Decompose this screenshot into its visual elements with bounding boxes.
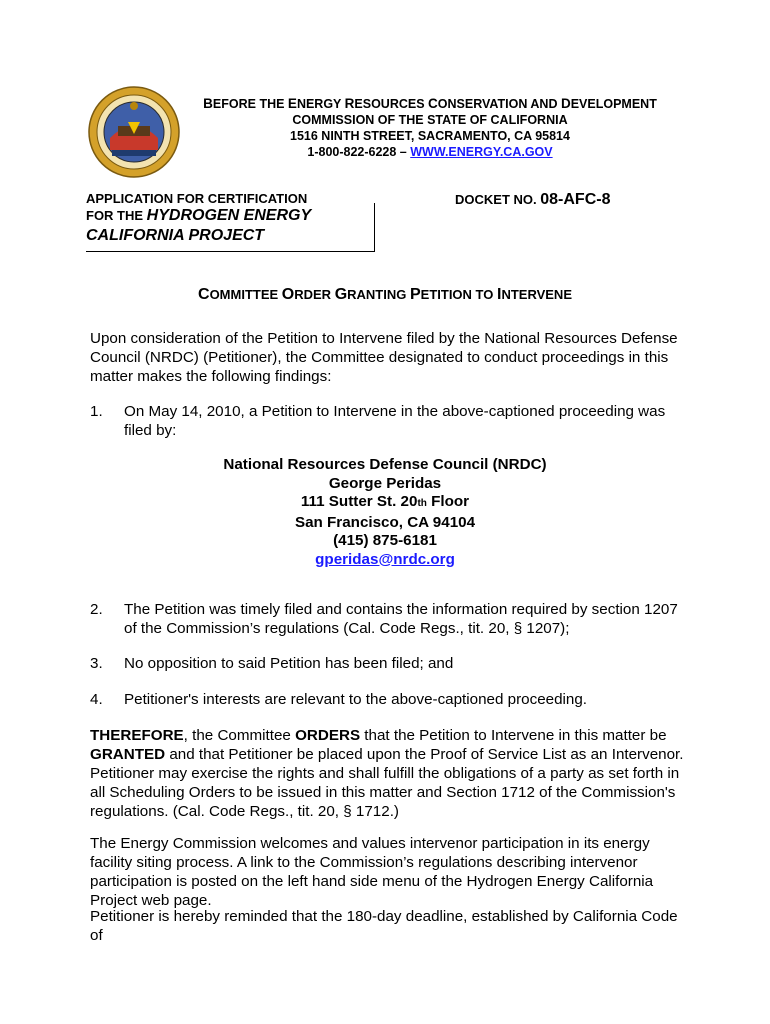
docket-number: DOCKET NO. 08-AFC-8 <box>455 191 611 208</box>
address-org: National Resources Defense Council (NRDC) <box>223 456 547 473</box>
caption-divider-vertical <box>374 203 375 251</box>
header-line-4 <box>150 144 710 161</box>
reminder-paragraph: Petitioner is hereby reminded that the 180-day deadline, established by California Code of <box>90 908 678 944</box>
caption-line-2: FOR THE HYDROGEN ENERGY <box>86 207 312 224</box>
petitioner-address <box>0 456 770 569</box>
finding-4-text: Petitioner's interests are relevant to the above-captioned proceeding. <box>124 691 588 708</box>
header-line-2: COMMISSION OF THE STATE OF CALIFORNIA <box>292 113 568 127</box>
finding-1-text: On May 14, 2010, a Petition to Intervene in the above-captioned proceeding was filed by: <box>124 403 666 439</box>
website-link[interactable]: WWW.ENERGY.CA.GOV <box>410 145 553 159</box>
address-city: San Francisco, CA 94104 <box>294 513 476 531</box>
caption-divider-horizontal <box>86 251 375 252</box>
address-name: George Peridas <box>328 474 442 492</box>
header-phone: 1-800-822-6228 – <box>307 145 411 159</box>
address-phone: (415) 875-6181 <box>333 532 437 549</box>
order-title: COMMITTEE ORDER GRANTING PETITION TO INTERVENE <box>198 286 572 303</box>
finding-3-text: No opposition to said Petition has been filed; and <box>124 655 454 672</box>
welcome-paragraph: The Energy Commission welcomes and values intervenor participation in its energy facility siting process. A link to the Commission’s regulations describing intervenor participation is posted on the left hand side menu of the Hydrogen Energy California Project web page. <box>90 835 654 909</box>
address-street: 111 Sutter St. 20th Floor <box>300 493 470 510</box>
caption-line-3: CALIFORNIA PROJECT <box>86 227 265 244</box>
finding-2-text: The Petition was timely filed and contains the information required by section 1207 of the Commission’s regulations (Cal. Code Regs., tit. 20, § 1207); <box>124 601 678 637</box>
email-link[interactable]: gperidas@nrdc.org <box>315 550 455 568</box>
intro-paragraph: Upon consideration of the Petition to Intervene filed by the National Resources Defense Council (NRDC) (Petitioner), the Committee designated to conduct proceedings in this matter makes the following findings: <box>90 330 678 385</box>
finding-3-number: 3. <box>90 655 103 672</box>
therefore-paragraph: THEREFORE, the Committee ORDERS that the Petition to Intervene in this matter be GRANTED and that Petitioner be placed upon the Proof of Service List as an Intervenor. Petitioner may exercise the rights and shall fulfill the obligations of a party as set forth in all Scheduling Orders to be issued in this matter and Section 1712 of the Commission's regulations. (Cal. Code Regs., tit. 20, § 1712.) <box>90 727 684 820</box>
finding-4-number: 4. <box>90 691 103 708</box>
case-caption <box>86 191 386 246</box>
header-line-1: BEFORE THE ENERGY RESOURCES CONSERVATION AND DEVELOPMENT <box>203 96 657 111</box>
finding-1-number: 1. <box>90 403 103 420</box>
finding-2-number: 2. <box>90 601 103 618</box>
header-line-3: 1516 NINTH STREET, SACRAMENTO, CA 95814 <box>290 129 570 143</box>
caption-line-1: APPLICATION FOR CERTIFICATION <box>86 191 308 206</box>
